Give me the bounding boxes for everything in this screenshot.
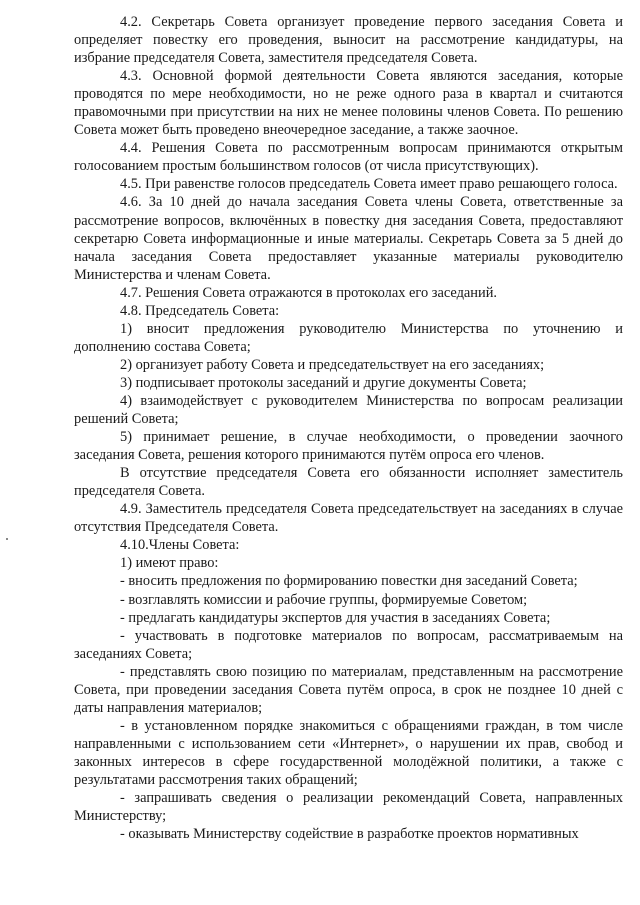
paragraph-4-9: 4.9. Заместитель председателя Совета председательствует на заседаниях в случае отсутствия Председателя Совета.	[74, 501, 623, 536]
list-item-right-position: - представлять свою позицию по материалам, представленным на рассмотрение Совета, при проведении заседания Совета путём опроса, в срок не позднее 10 дней с даты направления материалов;	[74, 663, 623, 716]
list-item-right-assistance: - оказывать Министерству содействие в разработке проектов нормативных	[120, 826, 579, 843]
list-item-right-experts: - предлагать кандидатуры экспертов для участия в заседаниях Совета;	[120, 609, 551, 626]
list-item-right-appeals: - в установленном порядке знакомиться с обращениями граждан, в том числе направленными с использованием сети «Интернет», о нарушении их прав, свобод и законных интересов в сфере государственной молодёжной политики, а также с результатами рассмотрения таких обращений;	[74, 717, 623, 788]
list-item-right-materials: - участвовать в подготовке материалов по вопросам, рассматриваемым на заседаниях Совета;	[74, 627, 623, 662]
paragraph-4-8: 4.8. Председатель Совета:	[120, 302, 280, 319]
paragraph-4-4: 4.4. Решения Совета по рассмотренным вопросам принимаются открытым голосованием простым большинством голосов (от числа присутствующих).	[74, 140, 623, 175]
list-item-chair-3: 3) подписывает протоколы заседаний и другие документы Совета;	[120, 374, 527, 391]
list-item-right-commissions: - возглавлять комиссии и рабочие группы, формируемые Советом;	[120, 591, 528, 608]
document-page	[74, 13, 623, 843]
paragraph-4-6: 4.6. За 10 дней до начала заседания Совета члены Совета, ответственные за рассмотрение вопросов, включённых в повестку дня заседания Совета, предоставляют секретарю Совета информационные и иные материалы. Секретарь Совета за 5 дней до начала заседания Совета предоставляет указанные материалы руководителю Министерства и членам Совета.	[74, 194, 623, 283]
paragraph-4-7: 4.7. Решения Совета отражаются в протоколах его заседаний.	[120, 284, 498, 301]
paragraph-4-5: 4.5. При равенстве голосов председатель Совета имеет право решающего голоса.	[120, 176, 618, 193]
list-item-chair-2: 2) организует работу Совета и председательствует на его заседаниях;	[120, 356, 545, 373]
list-item-right-agenda: - вносить предложения по формированию повестки дня заседаний Совета;	[120, 573, 578, 590]
paragraph-4-10: 4.10.Члены Совета:	[120, 537, 240, 554]
list-item-chair-5: 5) принимает решение, в случае необходимости, о проведении заочного заседания Совета, решения которого принимаются путём опроса его членов.	[74, 429, 623, 464]
list-item-chair-4: 4) взаимодействует с руководителем Министерства по вопросам реализации решений Совета;	[74, 392, 623, 428]
list-item-right-recommendations: - запрашивать сведения о реализации рекомендаций Совета, направленных Министерству;	[74, 790, 623, 825]
paragraph-4-2: 4.2. Секретарь Совета организует проведение первого заседания Совета и определяет повестку его проведения, выносит на рассмотрение кандидатуры, на избрание председателя Совета, заместителя председателя Совета.	[74, 14, 623, 67]
paragraph-4-3: 4.3. Основной формой деятельности Совета являются заседания, которые проводятся по мере необходимости, но не реже одного раза в квартал и считаются правомочными при присутствии на них не менее половины членов Совета. По решению Совета может быть проведено внеочередное заседание, а также заочное.	[74, 68, 623, 139]
list-item-members-rights: 1) имеют право:	[120, 555, 219, 572]
scan-speck	[6, 538, 8, 540]
paragraph-chair-absence: В отсутствие председателя Совета его обязанности исполняет заместитель председателя Совета.	[74, 465, 623, 500]
list-item-chair-1: 1) вносит предложения руководителю Министерства по уточнению и дополнению состава Совета;	[74, 320, 623, 355]
